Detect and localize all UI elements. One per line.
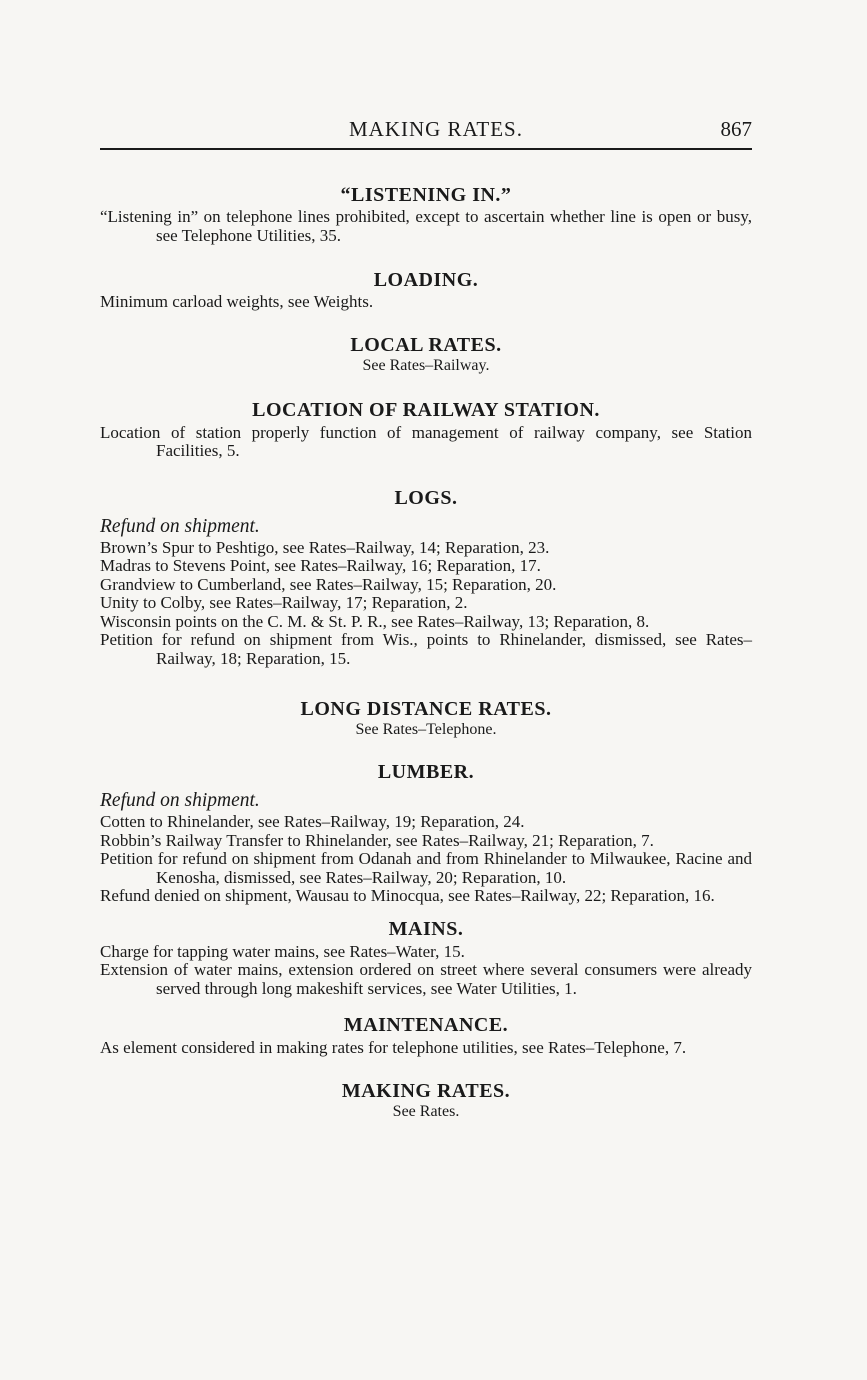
subheading: Refund on shipment. bbox=[100, 515, 260, 537]
section-listening-in bbox=[100, 184, 752, 245]
index-entry: Location of station properly function of management of railway company, see Station Facilities, 5. bbox=[100, 422, 752, 460]
section-long-distance-rates bbox=[100, 698, 752, 739]
section-heading: “LISTENING IN.” bbox=[340, 184, 512, 206]
section-mains bbox=[100, 918, 752, 999]
section-heading: MAINS. bbox=[388, 917, 464, 940]
section-maintenance bbox=[100, 1014, 752, 1058]
index-entry: Minimum carload weights, see Weights. bbox=[100, 292, 374, 311]
index-entry: “Listening in” on telephone lines prohibited, except to ascertain whether line is open or busy, see Telephone Utilities, 35. bbox=[100, 207, 752, 245]
section-heading: LOGS. bbox=[394, 486, 458, 509]
section-lumber bbox=[100, 761, 752, 906]
section-location-of-railway-station bbox=[100, 399, 752, 461]
index-entry: Petition for refund on shipment from Wis., points to Rhinelander, dismissed, see Rates–Railway, 18; Reparation, 15. bbox=[100, 630, 752, 668]
index-entry: Petition for refund on shipment from Odanah and from Rhinelander to Milwaukee, Racine and Kenosha, dismissed, see Rates–Railway, 20; Reparation, 10. bbox=[100, 849, 752, 887]
page-number: 867 bbox=[720, 117, 752, 141]
section-loading bbox=[100, 269, 752, 312]
section-heading: LOCATION OF RAILWAY STATION. bbox=[252, 398, 600, 421]
index-entry: Brown’s Spur to Peshtigo, see Rates–Railway, 14; Reparation, 23. bbox=[100, 537, 550, 557]
section-heading: MAKING RATES. bbox=[341, 1079, 511, 1102]
index-entry: Madras to Stevens Point, see Rates–Railway, 16; Reparation, 17. bbox=[100, 556, 541, 575]
section-heading: LUMBER. bbox=[377, 761, 475, 783]
see-reference: See Rates. bbox=[392, 1102, 460, 1120]
running-title: MAKING RATES. bbox=[348, 117, 523, 141]
index-entry: As element considered in making rates for telephone utilities, see Rates–Telephone, 7. bbox=[100, 1038, 687, 1057]
index-entry: Unity to Colby, see Rates–Railway, 17; Reparation, 2. bbox=[100, 593, 468, 612]
section-heading: LONG DISTANCE RATES. bbox=[300, 698, 552, 720]
see-reference: See Rates–Telephone. bbox=[355, 721, 497, 738]
section-heading: MAINTENANCE. bbox=[343, 1014, 509, 1036]
index-entry: Refund denied on shipment, Wausau to Minocqua, see Rates–Railway, 22; Reparation, 16. bbox=[100, 886, 715, 905]
index-entry: Charge for tapping water mains, see Rates–Water, 15. bbox=[100, 941, 465, 961]
running-header bbox=[100, 115, 752, 145]
index-entry: Grandview to Cumberland, see Rates–Railway, 15; Reparation, 20. bbox=[100, 574, 557, 594]
subheading: Refund on shipment. bbox=[100, 790, 260, 811]
section-heading: LOADING. bbox=[373, 269, 479, 291]
section-logs bbox=[100, 487, 752, 669]
header-rule bbox=[100, 148, 752, 150]
index-entry: Robbin’s Railway Transfer to Rhinelander, see Rates–Railway, 21; Reparation, 7. bbox=[100, 830, 654, 850]
see-reference: See Rates–Railway. bbox=[362, 356, 490, 374]
page bbox=[100, 115, 752, 1121]
index-entry: Extension of water mains, extension ordered on street where several consumers were already served through long makeshift services, see Water Utilities, 1. bbox=[100, 960, 752, 998]
section-heading: LOCAL RATES. bbox=[350, 333, 502, 356]
section-making-rates bbox=[100, 1080, 752, 1121]
index-entry: Wisconsin points on the C. M. & St. P. R., see Rates–Railway, 13; Reparation, 8. bbox=[100, 611, 650, 631]
index-entry: Cotten to Rhinelander, see Rates–Railway, 19; Reparation, 24. bbox=[100, 812, 525, 831]
section-local-rates bbox=[100, 334, 752, 375]
